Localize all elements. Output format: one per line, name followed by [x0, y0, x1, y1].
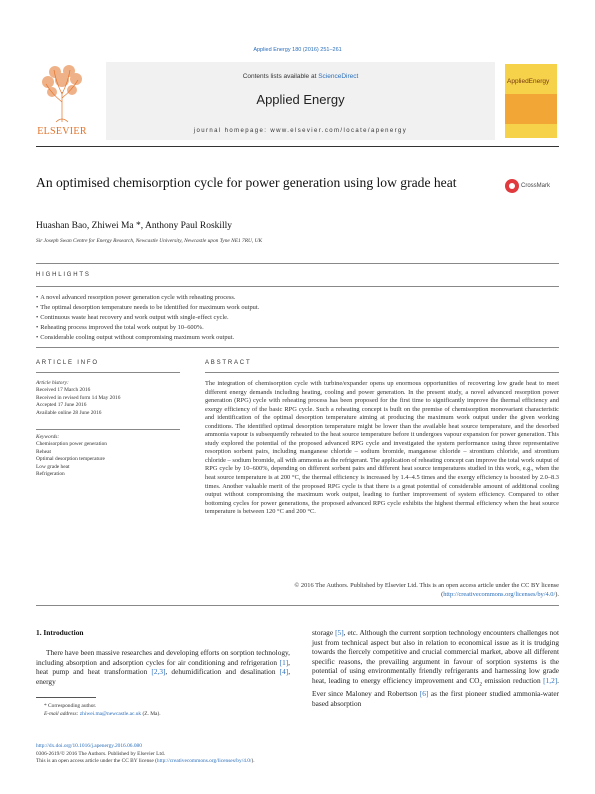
- intro-text: , heat pump and heat transformation: [36, 657, 290, 676]
- intro-left-column: [36, 648, 290, 686]
- journal-homepage[interactable]: journal homepage: www.elsevier.com/locate/apenergy: [193, 128, 408, 134]
- intro-text: , dehumidification and desalination: [165, 667, 280, 676]
- elsevier-logo-text: ELSEVIER: [37, 126, 87, 137]
- corresponding-note: * Corresponding author.: [44, 703, 97, 709]
- ref-link[interactable]: [1]: [279, 657, 289, 667]
- highlights-heading: HIGHLIGHTS: [36, 272, 91, 278]
- history-label: Article history:: [36, 380, 69, 386]
- abstract-copyright: [205, 582, 559, 599]
- highlights-top-rule: [36, 263, 559, 264]
- intro-right-column: [312, 628, 559, 708]
- intro-text: . Ever since Maloney and Robertson: [312, 675, 559, 699]
- footnotes: [36, 703, 336, 718]
- doi-link[interactable]: http://dx.doi.org/10.1016/j.apenergy.2016.06.080: [36, 743, 142, 749]
- co2-subscript: 2: [479, 681, 482, 687]
- abstract-rule: [205, 372, 559, 373]
- article-info-heading: ARTICLE INFO: [36, 360, 99, 366]
- abstract-bottom-rule: [36, 605, 559, 606]
- email-label: E-mail address:: [44, 710, 80, 717]
- journal-cover-thumbnail: [505, 64, 557, 138]
- issn-line: 0306-2619/© 2016 The Authors. Published by Elsevier Ltd.: [36, 750, 166, 757]
- publication-info: [36, 743, 436, 766]
- email-suffix: (Z. Ma).: [141, 710, 161, 717]
- highlights-list: [36, 293, 559, 343]
- keyword-item: Optimal desorption temperature: [36, 456, 105, 463]
- ref-link[interactable]: [4]: [279, 667, 289, 676]
- ref-link[interactable]: [6]: [419, 689, 429, 699]
- cover-band: [505, 94, 557, 124]
- highlight-item: • Continuous waste heat recovery and work output with single-effect cycle.: [36, 313, 559, 323]
- license-link[interactable]: http://creativecommons.org/licenses/by/4.0/: [156, 758, 252, 765]
- contents-prefix: Contents lists available at: [242, 73, 319, 80]
- article-affiliation: Sir Joseph Swan Centre for Energy Research, Newcastle University, Newcastle upon Tyne NE1 7RU, UK: [36, 238, 263, 244]
- abstract-text: The integration of chemisorption cycle with turbine/expander opens up enormous opportunities of recovering low grade heat to meet different energy demands including heating, cooling and power generation. In the present study, a novel advanced resorption power generation (RPG) cycle with reheating process has been proposed for the first time to significantly improve the thermal efficiency and exergy efficiency of the basic RPG cycle. Such a reheating concept is built on the premise of chemisorption monovariant characteristic and identification of the optimal desorption temperature aiming at producing the maximum work output under the given working conditions. The identified optimal desorption temperature might be lower than the available heat source temperature, and the desorbed ammonia vapour is subsequently reheated to the heat source temperature before it undergoes vapour expansion for power generation. This study explored the potential of the proposed advanced RPG cycle and investigated the system performance using three representative resorption sorbent pairs, including manganese chloride – sodium bromide, manganese chloride – strontium chloride, and strontium chloride – sodium bromide, all with ammonia as the refrigerant. The application of reheating concept can improve the total work output of RPG cycle by 10–600%, depending on different sorbent pairs and different heat source temperatures studied in this work, e.g., when the heat source temperature is at 200 °C, the thermal efficiency is increased by 1.4–4.5 times and the exergy efficiency is boosted by 2.0–8.3 times. Another valuable merit of the proposed RPG cycle is that there is a great potential of considerable amount of additional cooling output without compromising the maximum work output, leading to further improvement of system efficiency. Compared to other bottoming cycles for power generations, the proposed advanced RPG cycle exhibits the highest thermal efficiency when the heat source temperature is between 120 °C and 200 °C.: [205, 380, 559, 516]
- license-line: [36, 758, 436, 766]
- ref-link[interactable]: [2,3]: [151, 667, 166, 676]
- keywords-rule: [36, 429, 180, 430]
- license-prefix: This is an open access article under the CC BY license (: [36, 758, 157, 765]
- history-item: Available online 28 June 2016: [36, 409, 102, 416]
- intro-heading: 1. Introduction: [36, 628, 84, 637]
- keyword-item: Low grade heat: [36, 463, 70, 470]
- keywords-label: Keywords:: [36, 434, 60, 440]
- email-link[interactable]: zhiwei.ma@newcastle.ac.uk: [79, 710, 142, 717]
- highlight-item: • Reheating process improved the total work output by 10–600%.: [36, 323, 559, 333]
- journal-citation[interactable]: Applied Energy 180 (2016) 251–261: [253, 47, 342, 53]
- keyword-item: Refrigeration: [36, 471, 65, 478]
- intro-text: , etc. Although the current sorption technology encounters challenges not just from technical aspect but also in relation to economical issue as it is trudging towards the fiercely competitive and crucial commercial market, above all different specific reasons, the prevailing argument in favour of sorption systems is the potential of using environmentally friendly refrigerants and harnessing low grade heat, leading to energy efficiency improvement and CO: [312, 628, 559, 685]
- abstract-heading: ABSTRACT: [205, 360, 252, 366]
- footnote-rule: [36, 697, 96, 698]
- intro-text: There have been massive researches and developing efforts on sorption technology, including absorption and adsorption cycles for air conditioning and refrigeration: [36, 648, 290, 667]
- article-history: [36, 380, 180, 417]
- copyright-suffix: ).: [555, 590, 559, 598]
- keywords-block: [36, 434, 180, 478]
- crossmark-inner-icon: [509, 183, 515, 189]
- contents-line: [106, 73, 495, 80]
- article-authors: Huashan Bao, Zhiwei Ma *, Anthony Paul Roskilly: [36, 221, 233, 231]
- email-line: [36, 711, 336, 719]
- cc-license-link[interactable]: http://creativecommons.org/licenses/by/4.0/: [443, 590, 556, 598]
- intro-text: , energy: [36, 667, 291, 686]
- ref-link[interactable]: [5]: [335, 628, 344, 637]
- intro-text: storage: [312, 628, 336, 637]
- article-info-rule: [36, 372, 180, 373]
- keyword-item: Chemisorption power generation: [36, 441, 107, 448]
- copyright-prefix: © 2016 The Authors. Published by Elsevier Ltd. This is an open access article under the CC BY license (: [294, 582, 559, 598]
- crossmark-label[interactable]: CrossMark: [521, 183, 551, 189]
- article-title: An optimised chemisorption cycle for power generation using low grade heat: [36, 175, 457, 190]
- intro-text: as the first pioneer studied ammonia-water based absorption: [312, 689, 559, 708]
- license-suffix: ).: [251, 758, 255, 765]
- history-item: Received 17 March 2016: [36, 387, 91, 394]
- sciencedirect-link[interactable]: ScienceDirect: [318, 73, 359, 80]
- highlight-item: • A novel advanced resorption power generation cycle with reheating process.: [36, 293, 559, 303]
- highlight-item: • The optimal desorption temperature needs to be identified for maximum work output.: [36, 303, 559, 313]
- highlights-bottom-rule: [36, 347, 559, 348]
- ref-link[interactable]: [1,2]: [543, 675, 558, 685]
- intro-text: emission reduction: [481, 675, 544, 685]
- cover-title: AppliedEnergy: [507, 78, 550, 85]
- history-item: Received in revised form 14 May 2016: [36, 394, 121, 401]
- history-item: Accepted 17 June 2016: [36, 402, 87, 409]
- header-rule: [36, 146, 559, 147]
- highlight-item: • Considerable cooling output without compromising maximum work output.: [36, 333, 559, 343]
- keyword-item: Reheat: [36, 448, 51, 455]
- journal-title: Applied Energy: [256, 92, 345, 107]
- highlights-mid-rule: [36, 286, 559, 287]
